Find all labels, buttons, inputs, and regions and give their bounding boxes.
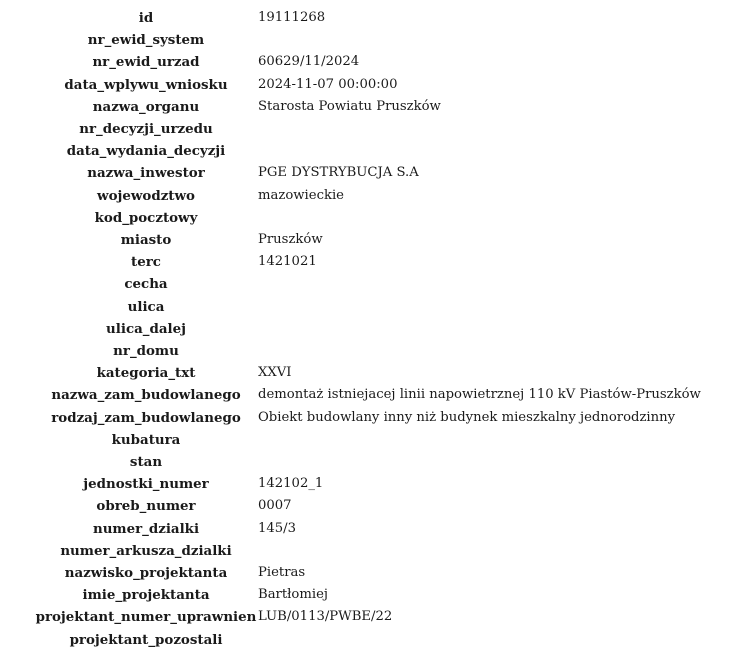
field-name: kod_pocztowy — [94, 209, 198, 226]
table-row — [34, 7, 701, 29]
table-row — [34, 162, 701, 184]
field-name: nr_decyzji_urzedu — [79, 121, 213, 138]
table-row — [34, 296, 701, 318]
table-row — [34, 74, 701, 96]
field-value: XXVI — [258, 365, 292, 381]
field-name: nazwa_inwestor — [87, 165, 205, 182]
field-name: projektant_pozostali — [69, 631, 223, 648]
record-body — [34, 7, 701, 651]
field-value: LUB/0113/PWBE/22 — [258, 609, 393, 625]
table-row — [34, 340, 701, 362]
field-value — [258, 540, 701, 562]
field-name: nazwa_zam_budowlanego — [51, 387, 241, 404]
field-value — [258, 296, 701, 318]
field-value: Starosta Powiatu Pruszków — [258, 98, 441, 114]
table-row — [34, 229, 701, 251]
field-name: rodzaj_zam_budowlanego — [51, 409, 241, 426]
table-row — [34, 518, 701, 540]
field-value: 1421021 — [258, 254, 317, 270]
table-row — [34, 273, 701, 295]
field-value — [258, 273, 701, 295]
table-row — [34, 251, 701, 273]
field-name: nr_ewid_system — [87, 32, 205, 49]
field-value — [258, 29, 701, 51]
table-row — [34, 362, 701, 384]
field-name: jednostki_numer — [83, 476, 209, 493]
field-value: 145/3 — [258, 520, 297, 536]
table-row — [34, 185, 701, 207]
field-value: Pruszków — [258, 232, 323, 248]
field-name: obreb_numer — [96, 498, 196, 515]
field-value: Obiekt budowlany inny niż budynek mieszkalny jednorodzinny — [258, 409, 676, 425]
field-name: nazwa_organu — [92, 98, 200, 115]
field-name: ulica — [127, 298, 165, 315]
table-row — [34, 140, 701, 162]
field-value — [258, 451, 701, 473]
field-value: mazowieckie — [258, 187, 344, 203]
field-value — [258, 340, 701, 362]
field-name: kubatura — [111, 431, 181, 448]
table-row — [34, 584, 701, 606]
field-value — [258, 429, 701, 451]
table-row — [34, 473, 701, 495]
field-name: imie_projektanta — [82, 587, 210, 604]
field-value — [258, 118, 701, 140]
field-name: id — [138, 10, 154, 26]
table-row — [34, 429, 701, 451]
field-value: demontaż istniejacej linii napowietrznej 110 kV Piastów-Pruszków — [258, 387, 701, 403]
field-value — [258, 140, 701, 162]
table-row — [34, 451, 701, 473]
field-name: miasto — [120, 232, 172, 249]
field-value: 142102_1 — [258, 476, 324, 492]
table-row — [34, 562, 701, 584]
field-name: cecha — [124, 276, 168, 293]
field-name: numer_dzialki — [92, 520, 200, 537]
field-value: 60629/11/2024 — [258, 54, 360, 70]
field-name: nr_ewid_urzad — [92, 54, 200, 71]
table-row — [34, 540, 701, 562]
field-name: numer_arkusza_dzialki — [60, 542, 232, 559]
table-row — [34, 407, 701, 429]
field-name: ulica_dalej — [106, 320, 186, 337]
field-value — [258, 318, 701, 340]
field-name: nazwisko_projektanta — [64, 565, 228, 582]
table-row — [34, 96, 701, 118]
field-name: projektant_numer_uprawnien — [35, 609, 257, 626]
table-row — [34, 51, 701, 73]
field-value: Pietras — [258, 565, 306, 581]
field-name: terc — [131, 254, 161, 271]
field-value — [258, 207, 701, 229]
field-value: 2024-11-07 00:00:00 — [258, 76, 398, 92]
record-table — [34, 7, 701, 651]
field-name: wojewodztwo — [97, 187, 195, 204]
table-row — [34, 318, 701, 340]
field-value: PGE DYSTRYBUCJA S.A — [258, 165, 419, 181]
field-value: 0007 — [258, 498, 292, 514]
table-row — [34, 384, 701, 406]
field-name: data_wplywu_wniosku — [64, 76, 228, 93]
table-row — [34, 207, 701, 229]
field-name: nr_domu — [113, 343, 179, 360]
table-row — [34, 495, 701, 517]
field-name: kategoria_txt — [96, 365, 196, 382]
field-value: 19111268 — [258, 10, 326, 25]
field-name: stan — [129, 454, 163, 471]
table-row — [34, 606, 701, 628]
field-value: Bartłomiej — [258, 587, 328, 603]
field-name: data_wydania_decyzji — [66, 143, 226, 160]
table-row — [34, 29, 701, 51]
table-row — [34, 118, 701, 140]
